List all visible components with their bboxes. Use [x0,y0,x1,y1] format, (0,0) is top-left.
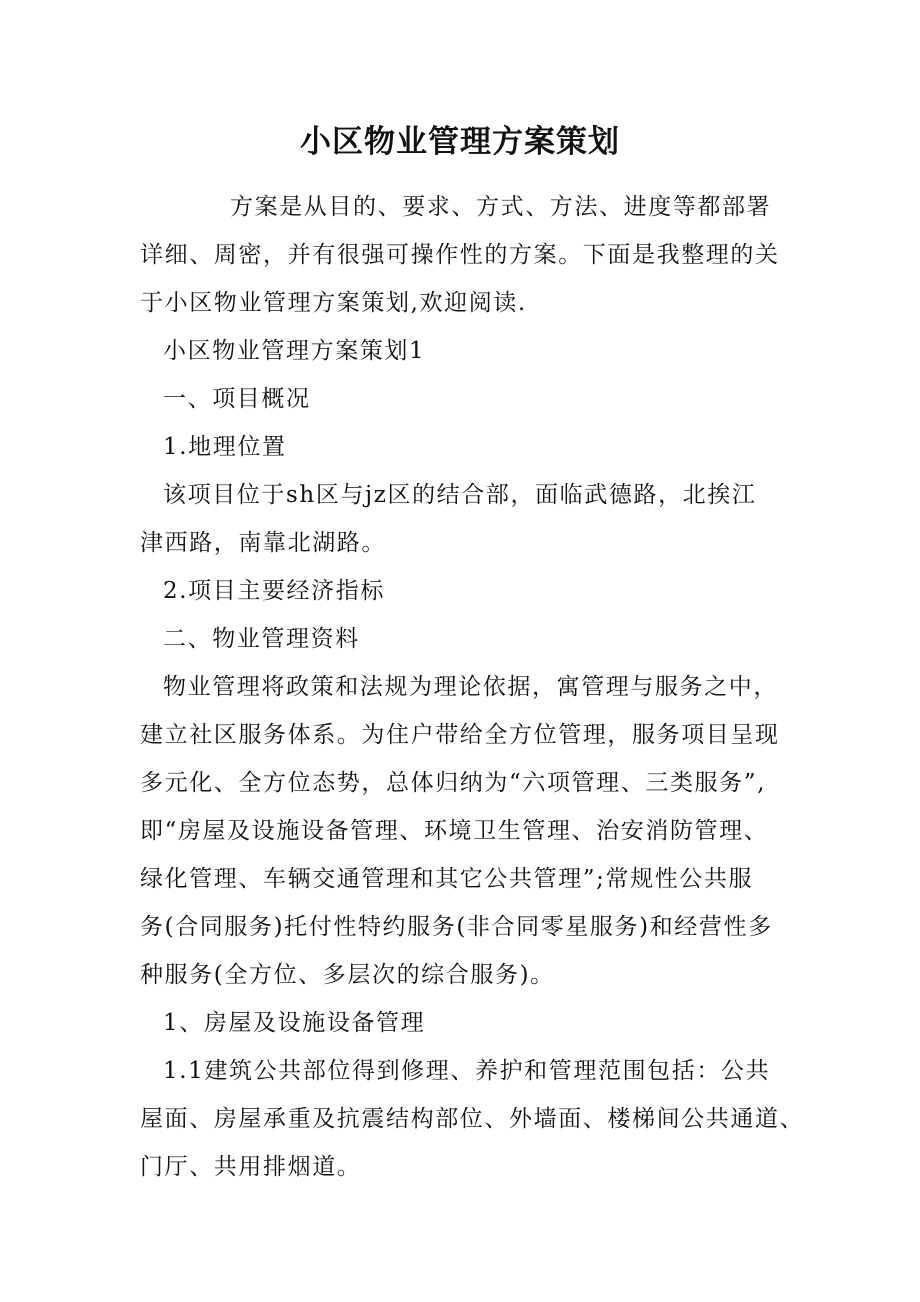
section-heading: 二、物业管理资料 [163,626,360,652]
paragraph-line: 津西路，南靠北湖路。 [140,530,386,556]
section-heading: 1、房屋及设施设备管理 [163,1010,426,1036]
paragraph-line: 即“房屋及设施设备管理、环境卫生管理、治安消防管理、 [140,818,769,844]
paragraph-line: 绿化管理、车辆交通管理和其它公共管理”;常规性公共服 [140,866,754,892]
section-heading: 2.项目主要经济指标 [163,578,385,604]
paragraph-line: 该项目位于sh区与jz区的结合部，面临武德路，北挨江 [163,482,757,508]
document-title: 小区物业管理方案策划 [300,124,620,160]
paragraph-line: 物业管理将政策和法规为理论依据，寓管理与服务之中， [163,674,778,700]
paragraph-line: 种服务(全方位、多层次的综合服务)。 [140,962,555,988]
section-heading: 1.地理位置 [163,434,287,460]
paragraph-line: 建立社区服务体系。为住户带给全方位管理，服务项目呈现 [140,722,780,748]
paragraph-line: 详细、周密，并有很强可操作性的方案。下面是我整理的关 [140,242,780,268]
paragraph-line: 务(合同服务)托付性特约服务(非合同零星服务)和经营性多 [140,914,773,940]
paragraph-line: 屋面、房屋承重及抗震结构部位、外墙面、楼梯间公共通道、 [140,1106,805,1132]
paragraph-line: 于小区物业管理方案策划,欢迎阅读. [140,290,527,316]
section-heading: 小区物业管理方案策划1 [163,338,426,364]
paragraph-line: 多元化、全方位态势，总体归纳为“六项管理、三类服务”, [140,770,767,796]
paragraph-line: 方案是从目的、要求、方式、方法、进度等都部署 [230,194,772,220]
paragraph-line: 1.1建筑公共部位得到修理、养护和管理范围包括：公共 [163,1058,771,1084]
paragraph-line: 门厅、共用排烟道。 [140,1154,362,1180]
section-heading: 一、项目概况 [163,386,311,412]
